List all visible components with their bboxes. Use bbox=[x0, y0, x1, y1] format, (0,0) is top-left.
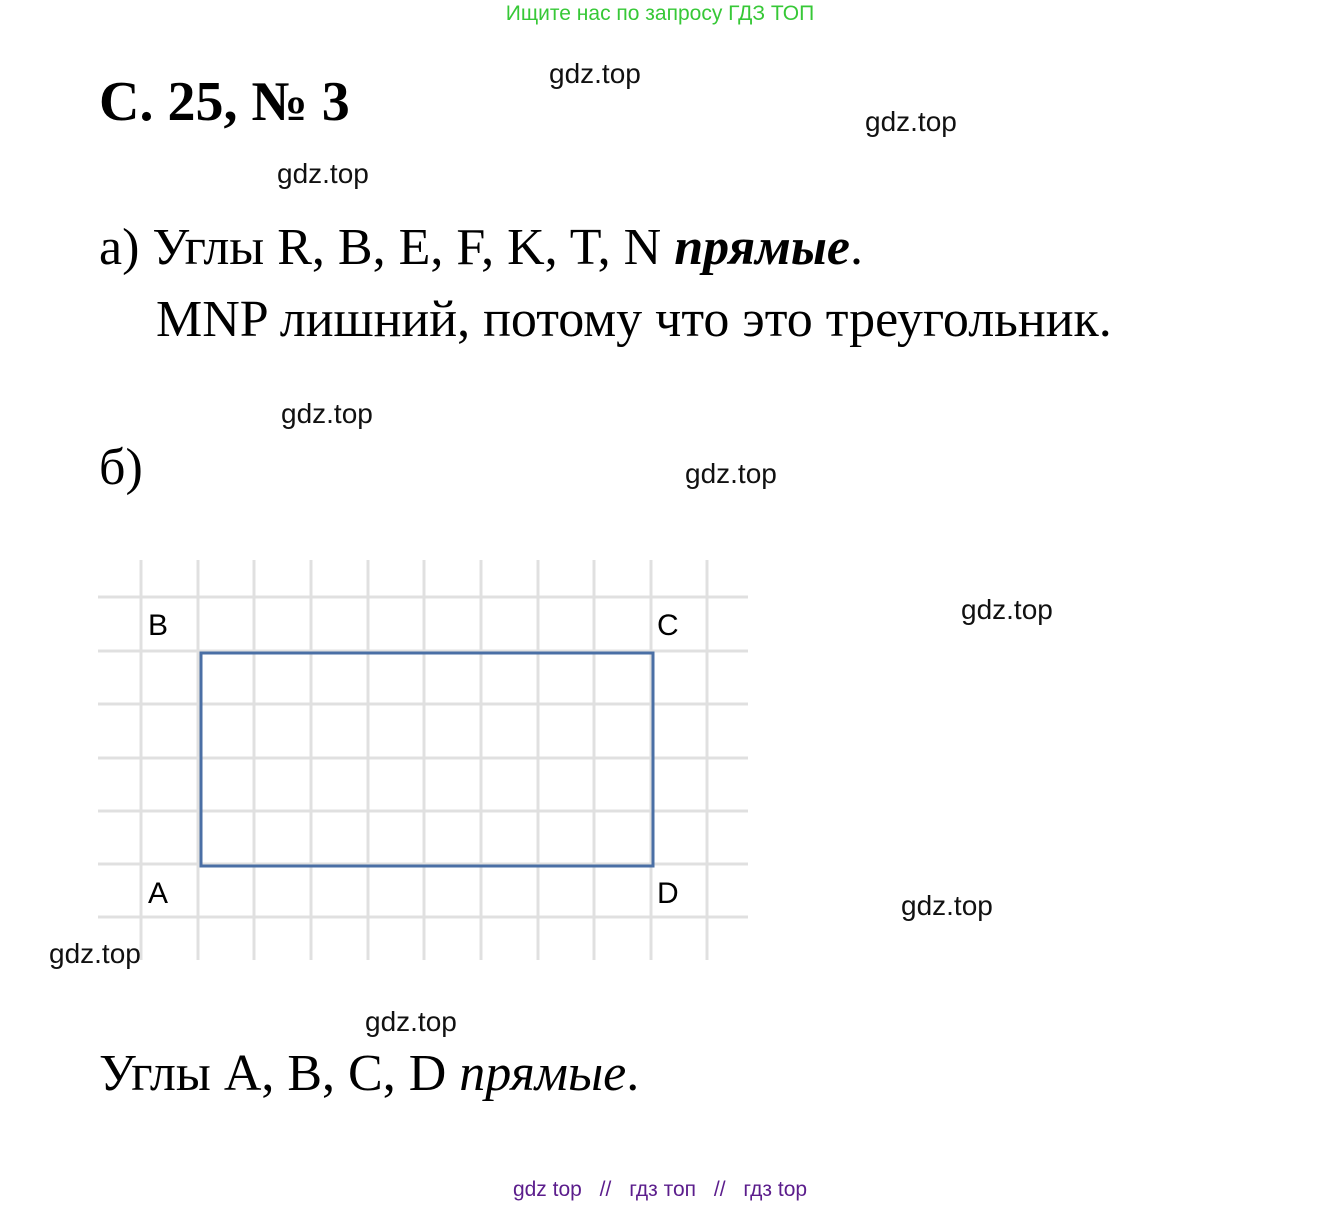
watermark: gdz.top bbox=[901, 890, 993, 921]
footer-separator: // bbox=[599, 1178, 612, 1201]
footer-link-gdz-top-mixed[interactable]: гдз top bbox=[743, 1178, 808, 1201]
page-title: С. 25, № 3 bbox=[99, 71, 350, 133]
watermark: gdz.top bbox=[281, 398, 373, 429]
watermark: gdz.top bbox=[685, 458, 777, 489]
footer-link-gdz-top[interactable]: gdz top bbox=[512, 1178, 582, 1201]
watermark: gdz.top bbox=[961, 594, 1053, 625]
vertex-label-c: C bbox=[657, 609, 679, 642]
part-a-line-2: MNP лишний, потому что это треугольник. bbox=[156, 291, 1112, 348]
watermark: gdz.top bbox=[277, 158, 369, 189]
vertex-label-b: B bbox=[148, 609, 169, 642]
watermark: gdz.top bbox=[365, 1006, 457, 1037]
conclusion-suffix: . bbox=[626, 1045, 640, 1102]
part-a-suffix: . bbox=[850, 219, 863, 276]
promo-banner: Ищите нас по запросу ГДЗ ТОП bbox=[505, 2, 815, 25]
part-a-emphasis: прямые bbox=[674, 219, 850, 276]
part-a-line-1 bbox=[99, 218, 863, 277]
footer-link-gdz-top-ru[interactable]: гдз топ bbox=[629, 1178, 697, 1201]
watermark: gdz.top bbox=[549, 58, 641, 89]
grid-lines bbox=[98, 560, 748, 960]
rectangle-figure bbox=[98, 560, 748, 960]
conclusion-emphasis: прямые bbox=[459, 1045, 627, 1102]
vertex-label-d: D bbox=[657, 877, 679, 910]
part-b-label: б) bbox=[99, 439, 143, 496]
conclusion-line bbox=[99, 1044, 639, 1103]
footer-links bbox=[0, 1178, 1320, 1202]
part-a-prefix: а) Углы R, B, E, F, K, T, N bbox=[99, 219, 662, 276]
conclusion-prefix: Углы A, B, C, D bbox=[99, 1045, 447, 1102]
watermark: gdz.top bbox=[865, 106, 957, 137]
watermark: gdz.top bbox=[49, 938, 141, 969]
footer-separator: // bbox=[713, 1178, 726, 1201]
vertex-label-a: A bbox=[148, 877, 169, 910]
